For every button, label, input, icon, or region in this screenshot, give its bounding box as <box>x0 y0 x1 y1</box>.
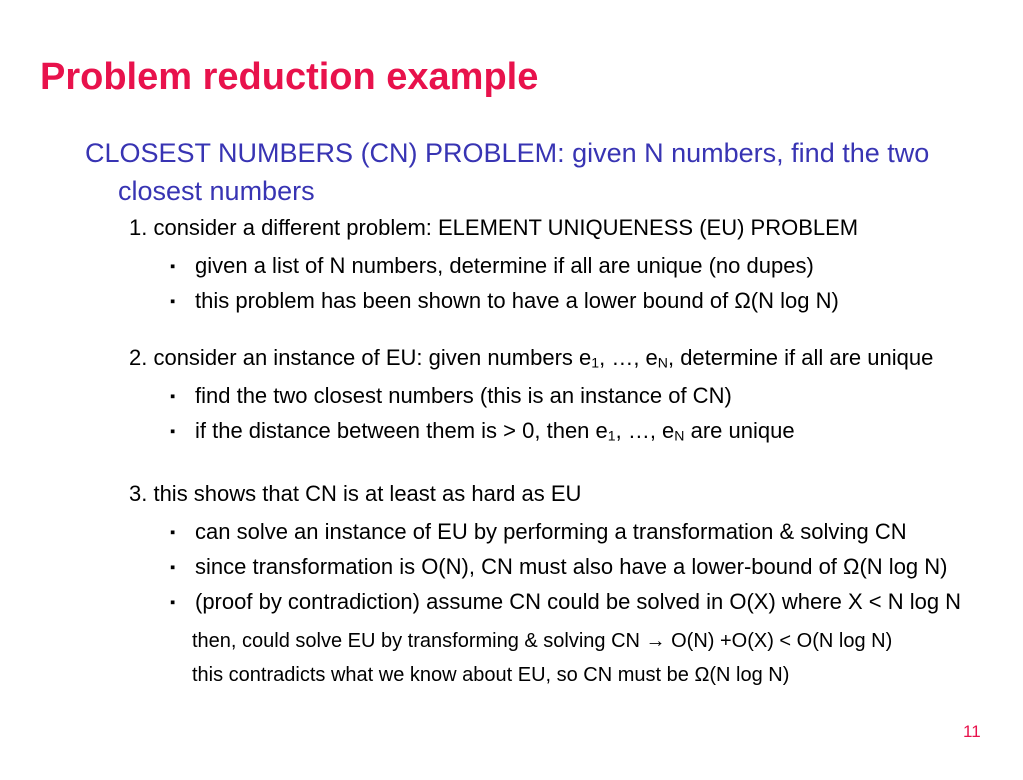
bullet-item <box>170 284 1023 319</box>
sub-detail-line: then, could solve EU by transforming & solving CN → O(N) +O(X) < O(N log N) <box>192 630 893 652</box>
bullet-text: this problem has been shown to have a lower bound of Ω(N log N) <box>195 288 839 313</box>
bullet-item <box>170 414 1023 449</box>
square-bullet-icon: ▪ <box>170 559 176 576</box>
bullet-item <box>170 550 1023 585</box>
section-element-uniqueness <box>0 211 1023 319</box>
square-bullet-icon: ▪ <box>170 524 176 541</box>
slide-title: Problem reduction example <box>40 56 539 98</box>
bullet-item <box>170 515 1023 550</box>
bullet-text: can solve an instance of EU by performing a transformation & solving CN <box>195 519 907 544</box>
numbered-step-1: 1. consider a different problem: ELEMENT UNIQUENESS (EU) PROBLEM <box>129 215 859 240</box>
bullet-text: find the two closest numbers (this is an instance of CN) <box>195 383 732 408</box>
bullet-text: since transformation is O(N), CN must also have a lower-bound of Ω(N log N) <box>195 554 948 579</box>
bullet-item <box>170 585 1023 620</box>
square-bullet-icon: ▪ <box>170 258 176 275</box>
section-hardness-argument <box>0 477 1023 692</box>
slide-content <box>0 211 1023 692</box>
section-eu-instance <box>0 341 1023 449</box>
slide-page-number: 11 <box>963 722 981 741</box>
sub-detail-line: this contradicts what we know about EU, so CN must be Ω(N log N) <box>192 664 790 686</box>
sub-detail-block <box>0 624 1023 692</box>
problem-statement-line-1: CLOSEST NUMBERS (CN) PROBLEM: given N numbers, find the two <box>85 138 930 168</box>
square-bullet-icon: ▪ <box>170 423 176 440</box>
bullet-text: (proof by contradiction) assume CN could be solved in O(X) where X < N log N <box>195 589 962 614</box>
bullet-item <box>170 249 1023 284</box>
bullet-text: if the distance between them is > 0, then e1, …, eN are unique <box>195 418 795 444</box>
square-bullet-icon: ▪ <box>170 594 176 611</box>
bullet-item <box>170 379 1023 414</box>
problem-statement-line-2: closest numbers <box>118 176 315 206</box>
square-bullet-icon: ▪ <box>170 293 176 310</box>
problem-statement <box>85 134 929 210</box>
numbered-step-3: 3. this shows that CN is at least as hard as EU <box>129 481 582 506</box>
bullet-text: given a list of N numbers, determine if all are unique (no dupes) <box>195 253 814 278</box>
square-bullet-icon: ▪ <box>170 388 176 405</box>
numbered-step-2: 2. consider an instance of EU: given numbers e1, …, eN, determine if all are unique <box>129 345 934 371</box>
